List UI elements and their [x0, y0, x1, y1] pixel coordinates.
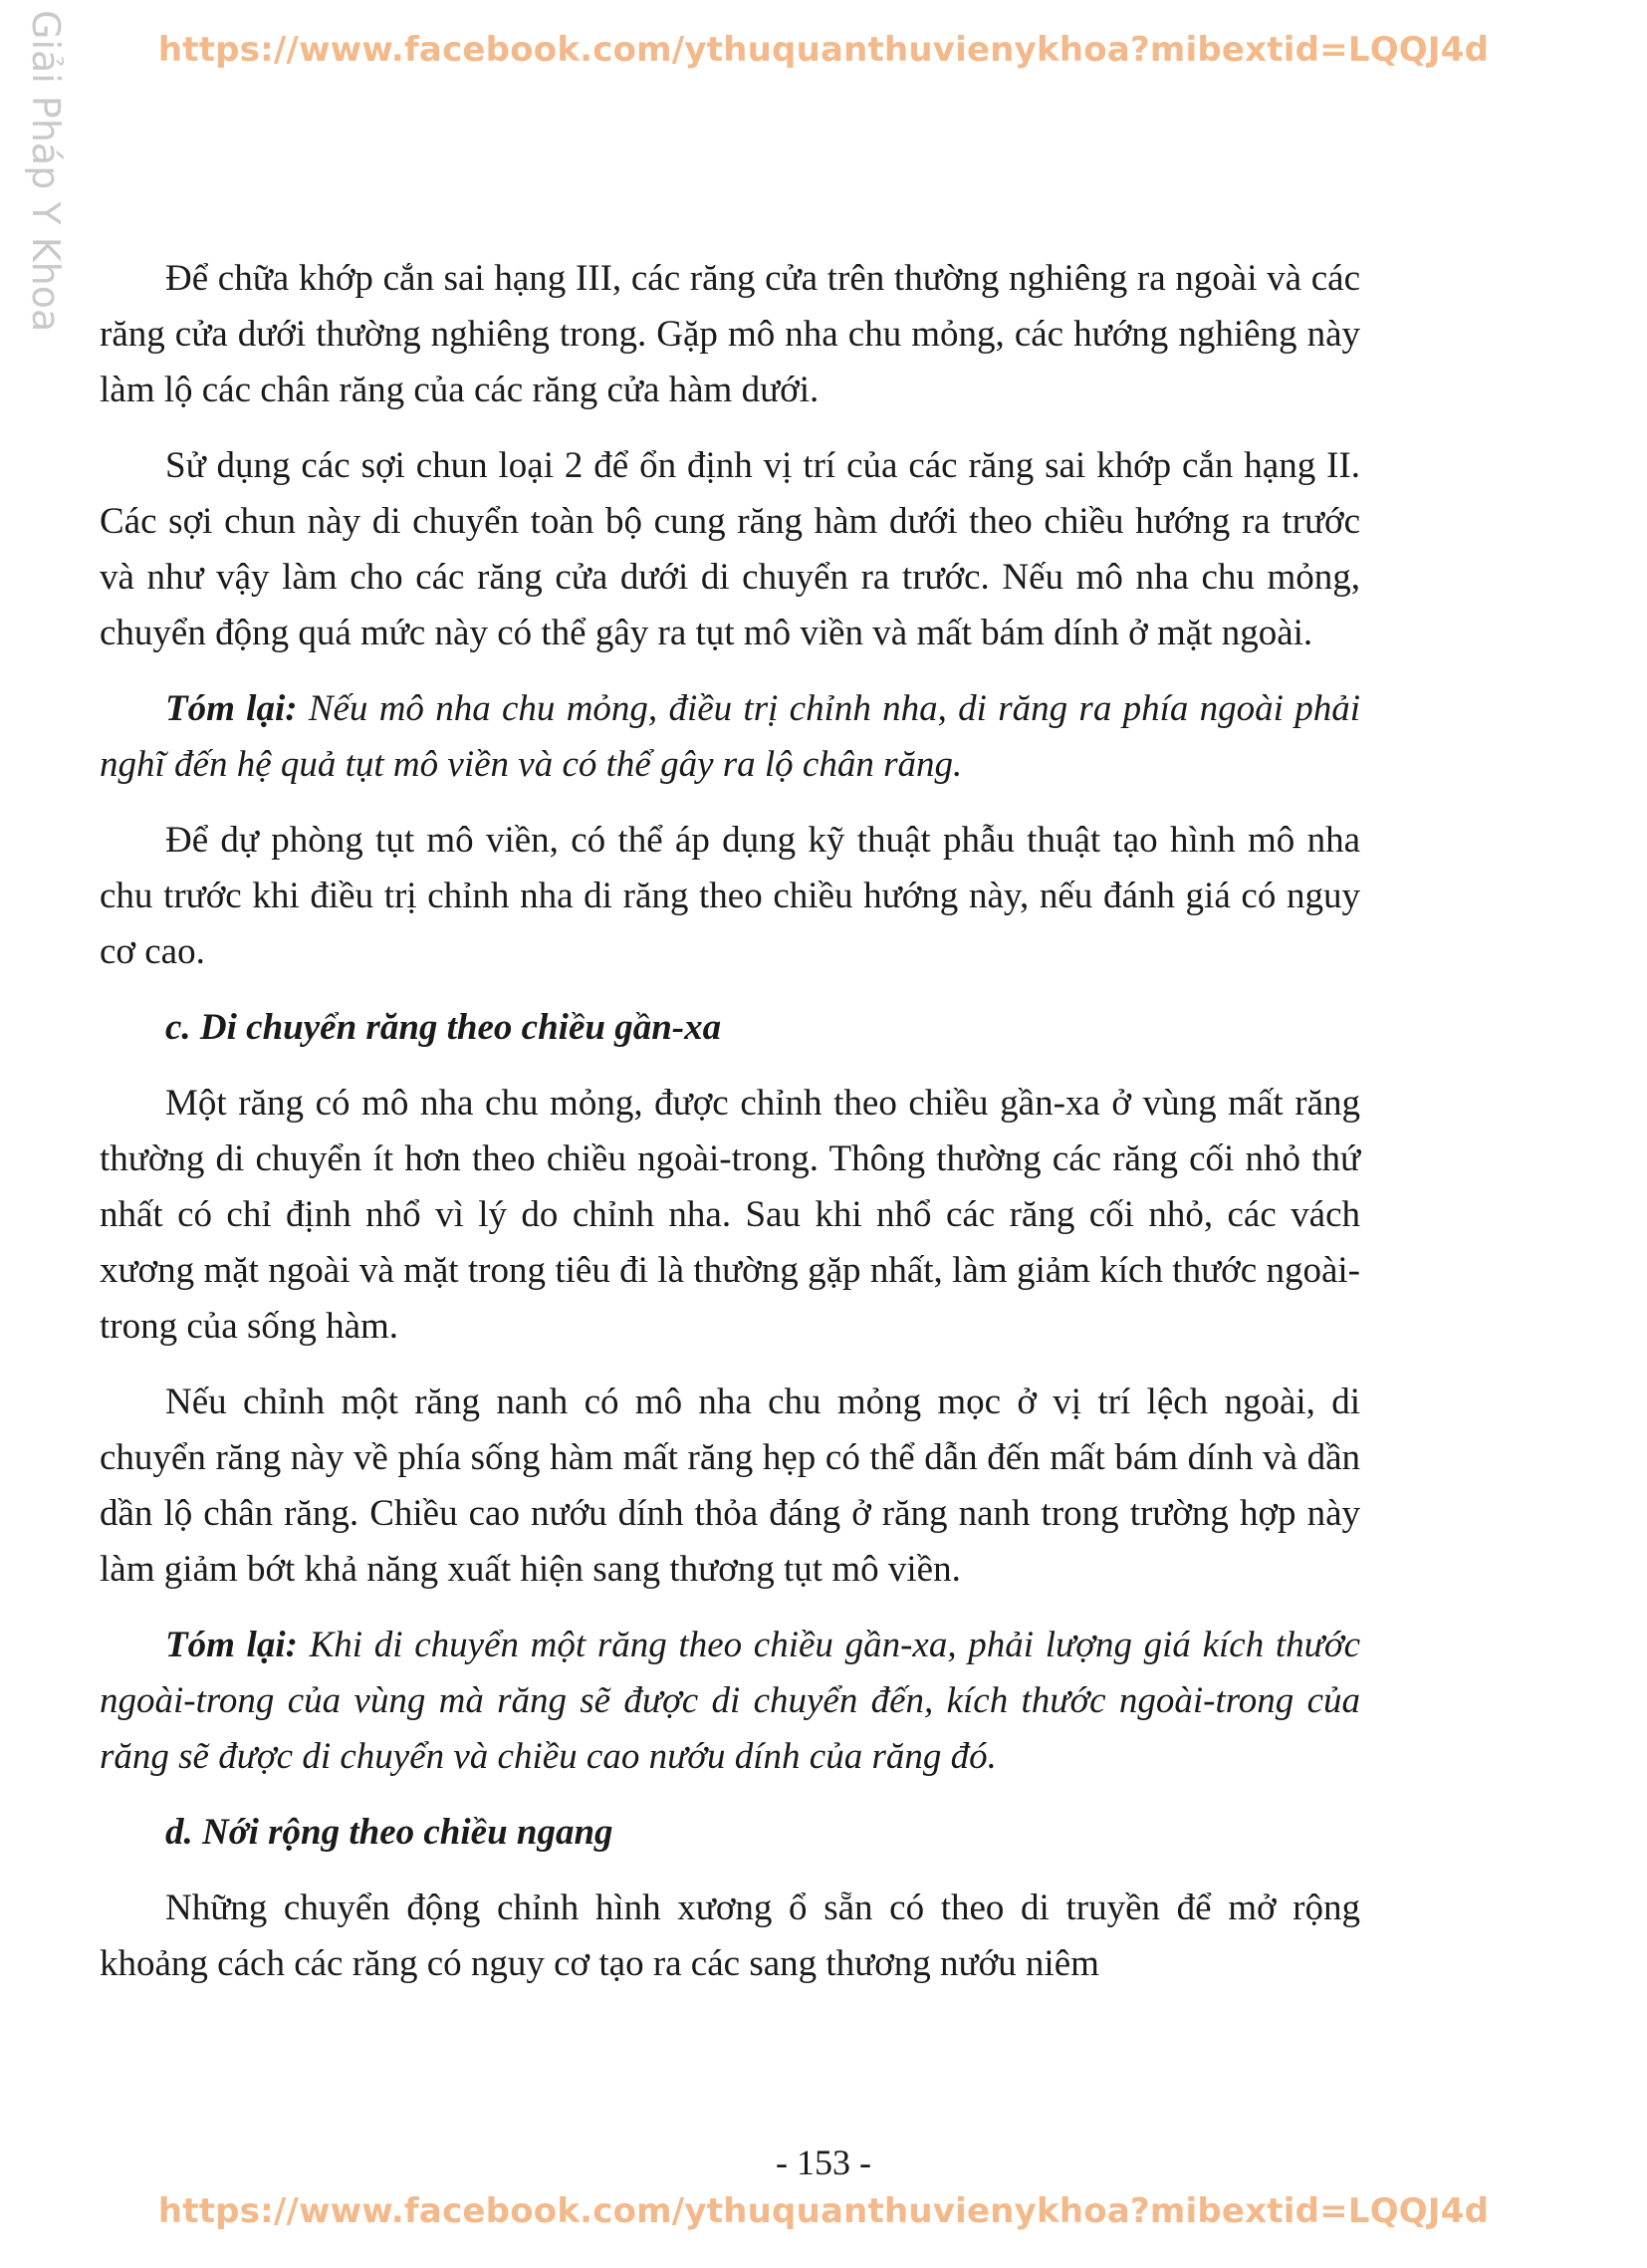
summary-2-text: Khi di chuyển một răng theo chiều gần-xa, phải lượng giá kích thước ngoài-trong của vùng mà răng sẽ được di chuyển đến, kích thước ngoài-trong của răng sẽ được di chuyển và chiều cao nướu dính của răng đó. — [100, 1625, 1361, 1777]
page-body — [100, 251, 1360, 2012]
summary-2-label: Tóm lại: — [165, 1625, 298, 1665]
summary-1 — [100, 681, 1360, 793]
paragraph-3: Để dự phòng tụt mô viền, có thể áp dụng kỹ thuật phẫu thuật tạo hình mô nha chu trước khi điều trị chỉnh nha di răng theo chiều hướng này, nếu đánh giá có nguy cơ cao. — [100, 820, 1360, 972]
watermark-url-bottom[interactable]: https://www.facebook.com/ythuquanthuvienykhoa?mibextid=LQQJ4d — [157, 2191, 1490, 2231]
summary-1-text: Nếu mô nha chu mỏng, điều trị chỉnh nha, di răng ra phía ngoài phải nghĩ đến hệ quả tụt mô viền và có thể gây ra lộ chân răng. — [100, 688, 1360, 785]
paragraph-1: Để chữa khớp cắn sai hạng III, các răng cửa trên thường nghiêng ra ngoài và các răng cửa dưới thường nghiêng trong. Gặp mô nha chu mỏng, các hướng nghiêng này làm lộ các chân răng của các răng cửa hàm dưới. — [100, 258, 1360, 410]
summary-2 — [100, 1618, 1360, 1785]
paragraph-5: Nếu chỉnh một răng nanh có mô nha chu mỏng mọc ở vị trí lệch ngoài, di chuyển răng này về phía sống hàm mất răng hẹp có thể dẫn đến mất bám dính và dần dần lộ chân răng. Chiều cao nướu dính thỏa đáng ở răng nanh trong trường hợp này làm giảm bớt khả năng xuất hiện sang thương tụt mô viền. — [100, 1382, 1360, 1590]
section-heading-d: d. Nới rộng theo chiều ngang — [165, 1812, 613, 1853]
paragraph-2: Sử dụng các sợi chun loại 2 để ổn định vị trí của các răng sai khớp cắn hạng II. Các sợi chun này di chuyển toàn bộ cung răng hàm dưới theo chiều hướng ra trước và như vậy làm cho các răng cửa dưới di chuyển ra trước. Nếu mô nha chu mỏng, chuyển động quá mức này có thể gây ra tụt mô viền và mất bám dính ở mặt ngoài. — [100, 445, 1360, 653]
section-heading-c: c. Di chuyển răng theo chiều gần-xa — [165, 1007, 722, 1048]
watermark-url-top[interactable]: https://www.facebook.com/ythuquanthuvienykhoa?mibextid=LQQJ4d — [157, 30, 1490, 70]
side-watermark: Giải Pháp Y Khoa — [24, 10, 68, 333]
summary-1-label: Tóm lại: — [165, 688, 298, 729]
paragraph-4: Một răng có mô nha chu mỏng, được chỉnh theo chiều gần-xa ở vùng mất răng thường di chuyển ít hơn theo chiều ngoài-trong. Thông thường các răng cối nhỏ thứ nhất có chỉ định nhổ vì lý do chỉnh nha. Sau khi nhổ các răng cối nhỏ, các vách xương mặt ngoài và mặt trong tiêu đi là thường gặp nhất, làm giảm kích thước ngoài-trong của sống hàm. — [100, 1083, 1360, 1347]
paragraph-6: Những chuyển động chỉnh hình xương ổ sẵn có theo di truyền để mở rộng khoảng cách các răng có nguy cơ tạo ra các sang thương nướu niêm — [100, 1888, 1360, 1984]
page-number: - 153 - — [776, 2142, 871, 2182]
